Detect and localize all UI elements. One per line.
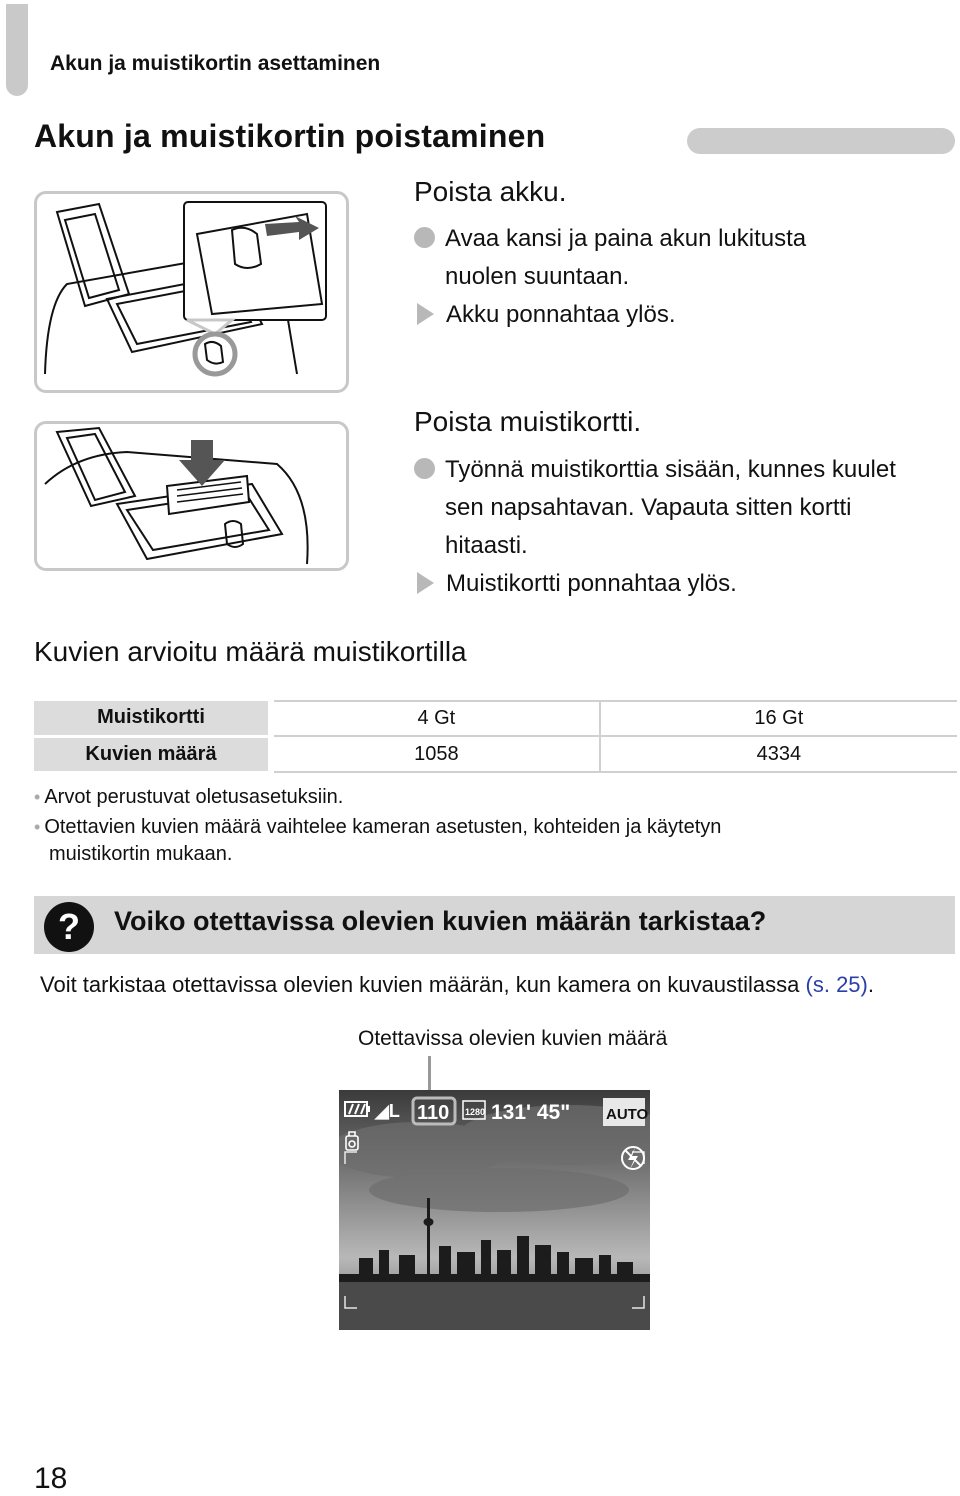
row-label-shots: Kuvien määrä bbox=[34, 736, 268, 772]
note-text: muistikortin mukaan. bbox=[49, 843, 233, 865]
step-2-instruction-line: Työnnä muistikorttia sisään, kunnes kuulet bbox=[445, 456, 896, 483]
battery-removal-illustration bbox=[34, 191, 349, 393]
step-2-instruction-line: sen napsahtavan. Vapauta sitten kortti bbox=[445, 494, 852, 521]
capacity-table bbox=[34, 700, 957, 774]
step-2-instruction-line: hitaasti. bbox=[445, 532, 528, 559]
table-cell-card-1: 4 Gt bbox=[274, 701, 600, 736]
shooting-mode-badge: AUTO bbox=[606, 1106, 649, 1123]
note-bullet-icon: • bbox=[34, 817, 41, 837]
note-bullet-icon: • bbox=[34, 787, 41, 807]
table-cell-shots-2: 4334 bbox=[600, 736, 957, 772]
step-2-instruction bbox=[414, 451, 896, 603]
note-item bbox=[34, 784, 343, 811]
result-arrow-icon bbox=[417, 303, 434, 325]
question-icon: ? bbox=[44, 902, 94, 952]
capacity-heading: Kuvien arvioitu määrä muistikortilla bbox=[34, 636, 467, 667]
page-reference-link[interactable]: (s. 25) bbox=[805, 972, 868, 997]
faq-answer bbox=[40, 972, 874, 998]
bullet-icon bbox=[414, 227, 435, 248]
note-text: Arvot perustuvat oletusasetuksiin. bbox=[44, 786, 344, 808]
step-1-instruction-line: nuolen suuntaan. bbox=[445, 263, 630, 290]
time-remaining-readout: 131' 45" bbox=[491, 1101, 571, 1124]
step-1-instruction-line: Avaa kansi ja paina akun lukitusta bbox=[445, 225, 807, 252]
step-1-result: Akku ponnahtaa ylös. bbox=[446, 301, 676, 328]
step-2-heading: Poista muistikortti. bbox=[414, 406, 642, 437]
note-item bbox=[34, 814, 721, 841]
table-cell-card-2: 16 Gt bbox=[600, 701, 957, 736]
chapter-tab bbox=[6, 4, 28, 96]
table-row bbox=[34, 736, 957, 772]
row-label-card: Muistikortti bbox=[34, 701, 268, 736]
bullet-icon bbox=[414, 458, 435, 479]
memory-card-removal-illustration bbox=[34, 421, 349, 571]
svg-text:◢L: ◢L bbox=[375, 1101, 400, 1121]
step-2-result: Muistikortti ponnahtaa ylös. bbox=[446, 570, 737, 597]
note-text: Otettavien kuvien määrä vaihtelee kameran asetusten, kohteiden ja käytetyn bbox=[44, 816, 722, 838]
result-arrow-icon bbox=[417, 572, 434, 594]
shots-remaining-readout: 110 bbox=[417, 1102, 450, 1124]
section-title: Akun ja muistikortin poistaminen bbox=[34, 118, 546, 154]
faq-question: Voiko otettavissa olevien kuvien määrän tarkistaa? bbox=[114, 906, 767, 936]
step-1-instruction bbox=[414, 220, 806, 334]
step-1-heading: Poista akku. bbox=[414, 176, 567, 207]
faq-answer-end: . bbox=[867, 972, 874, 997]
running-title: Akun ja muistikortin asettaminen bbox=[50, 52, 381, 75]
title-decoration-bar bbox=[687, 128, 955, 154]
table-row bbox=[34, 701, 957, 736]
resolution-readout: 1280 bbox=[465, 1107, 486, 1117]
screen-caption: Otettavissa olevien kuvien määrä bbox=[358, 1027, 668, 1050]
page-number: 18 bbox=[34, 1462, 68, 1495]
faq-answer-text: Voit tarkistaa otettavissa olevien kuvien määrän, kun kamera on kuvaustilassa bbox=[40, 972, 806, 997]
camera-lcd-screen bbox=[339, 1090, 650, 1330]
table-cell-shots-1: 1058 bbox=[274, 736, 600, 772]
